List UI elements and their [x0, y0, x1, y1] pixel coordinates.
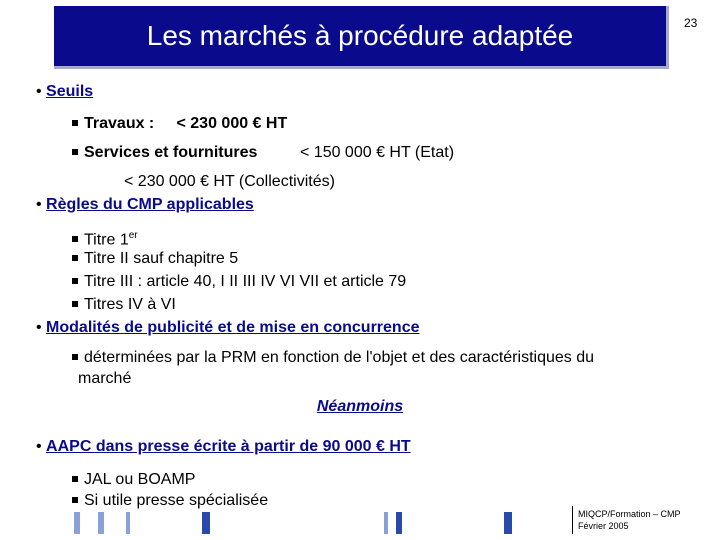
bullet-titres4: Titres IV à VI [72, 295, 176, 315]
bullet-aapc: • AAPC dans presse écrite à partir de 90 000 € HT [36, 438, 411, 455]
footer-line-1: MIQCP/Formation – CMP [578, 509, 681, 519]
square-bullet-icon [72, 476, 78, 482]
footer-decoration [74, 512, 554, 534]
footer-line-2: Février 2005 [578, 521, 629, 531]
bullet-determinees: déterminées par la PRM en fonction de l'objet et des caractéristiques du [72, 348, 594, 368]
page-number: 23 [684, 16, 698, 30]
heading-modalites: Modalités de publicité et de mise en concurrence [46, 319, 420, 336]
bullet-titre1: Titre 1er [72, 226, 138, 250]
square-bullet-icon [72, 120, 78, 126]
square-bullet-icon [72, 354, 78, 360]
bullet-seuils: • Seuils [36, 83, 94, 100]
determinees-continuation: marché [78, 370, 132, 387]
bullet-services: Services et fournitures [72, 143, 257, 163]
footer-text [578, 508, 681, 532]
footer-separator [572, 506, 573, 534]
services-value: < 150 000 € HT (Etat) [300, 144, 455, 161]
bullet-si-utile: Si utile presse spécialisée [72, 491, 268, 511]
slide-title: Les marchés à procédure adaptée [54, 6, 669, 69]
neanmoins-note: Néanmoins [316, 398, 404, 415]
bullet-regles: • Règles du CMP applicables [36, 196, 254, 213]
bullet-titre2: Titre II sauf chapitre 5 [72, 249, 238, 269]
square-bullet-icon [72, 149, 78, 155]
square-bullet-icon [72, 497, 78, 503]
bullet-titre3: Titre III : article 40, I II III IV VI VII et article 79 [72, 272, 406, 292]
bullet-jal: JAL ou BOAMP [72, 470, 195, 490]
square-bullet-icon [72, 301, 78, 307]
square-bullet-icon [72, 255, 78, 261]
collectivites-value: < 230 000 € HT (Collectivités) [124, 173, 335, 190]
square-bullet-icon [72, 278, 78, 284]
heading-aapc: AAPC dans presse écrite à partir de 90 000 € HT [46, 438, 411, 455]
heading-seuils: Seuils [46, 83, 94, 100]
heading-regles: Règles du CMP applicables [46, 196, 254, 213]
square-bullet-icon [72, 236, 78, 242]
bullet-modalites: • Modalités de publicité et de mise en concurrence [36, 319, 420, 336]
bullet-travaux: Travaux : < 230 000 € HT [72, 114, 287, 134]
